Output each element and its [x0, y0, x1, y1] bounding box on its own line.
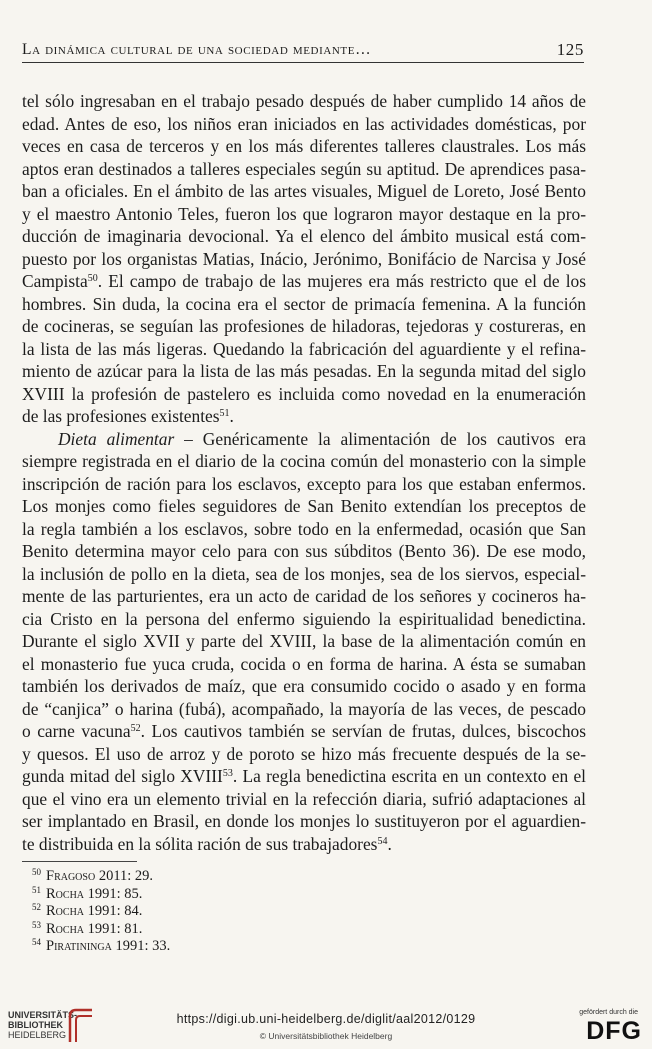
text-line: ducción de imaginaria devocional. Ya el elenco del ámbito musical está com- [22, 226, 586, 246]
text-line: XVIII la profesión de pastelero es incluida como novedad en la enumeración [22, 383, 586, 404]
footnote-ref-53[interactable]: 53 [222, 768, 233, 779]
footnote-ref: 1991: 85. [84, 885, 143, 902]
footnote: 51 Rocha 1991: 85. [32, 884, 143, 902]
text-line: que el vino era un elemento trivial en la refección diaria, sufrió adaptaciones al [22, 788, 586, 809]
text-line: la regla también a los esclavos, sobre todo en la enfermedad, ocasión que San [22, 518, 586, 539]
text-line: y quesos. El uso de arroz y de poroto se hizo más frecuente después de la se- [22, 743, 586, 764]
text-line: mente de las parturientes, era un acto de caridad de los señores y cocineros ha- [22, 586, 586, 606]
footnote-divider [22, 861, 137, 862]
text-line: Durante el siglo XVII y parte del XVIII, la base de la alimentación común en [22, 631, 586, 651]
text-run: . La regla benedictina escrita en un contexto en el [232, 766, 586, 786]
text-line: la lista de las más ligeras. Quedando la fabricación del aguardiente y el refina- [22, 338, 586, 359]
footnote-author: Piratininga [46, 938, 112, 954]
text-run: gunda mitad del siglo XVIII [22, 766, 223, 786]
text-run: . [387, 833, 392, 854]
footnote-ref-50[interactable]: 50 [87, 273, 98, 284]
text-line [22, 270, 586, 293]
text-line [22, 720, 586, 743]
dfg-logo: DFG [586, 1017, 642, 1045]
footnote-ref: 1991: 33. [111, 938, 171, 954]
section-heading-italic: Dieta alimentar [58, 428, 175, 449]
funding-caption: gefördert durch die [579, 1009, 638, 1016]
permalink-url[interactable]: https://digi.ub.uni-heidelberg.de/diglit/aal2012/0129 [176, 1012, 476, 1026]
footnote-ref-54[interactable]: 54 [377, 835, 388, 847]
footnote: 52 Rocha 1991: 84. [32, 902, 143, 919]
text-line [22, 833, 586, 856]
text-run: o carne vacuna [22, 721, 131, 741]
running-head [22, 40, 584, 63]
text-line: Los monjes como fieles seguidores de San Benito extendían los preceptos de [22, 496, 586, 516]
text-line: cia Cristo en la persona del enfermo siguiendo la espiritualidad benedictina. [22, 608, 586, 629]
text-line: miento de azúcar para la lista de las más pesadas. En la segunda mitad del siglo [22, 361, 586, 381]
text-run: de las profesiones existentes [22, 406, 220, 426]
body-text [22, 90, 586, 855]
text-line: inscripción de ración para los esclavos, excepto para los que estaban enfermos. [22, 473, 586, 494]
footnote: 53 Rocha 1991: 81. [32, 919, 143, 937]
text-line: también los derivados de maíz, que era consumido cocido o asado y en forma [22, 676, 586, 696]
text-run: te distribuida en la sólita ración de sus trabajadores [22, 833, 378, 854]
text-line: veces en casa de terceros y en los más diferentes talleres claustrales. Los más [22, 136, 586, 156]
text-line [22, 428, 586, 451]
footnote-ref: 2011: 29. [95, 868, 154, 884]
text-run: Campista [22, 271, 88, 291]
text-line: la inclusión de pollo en la dieta, sea de los monjes, sea de los siervos, especial- [22, 563, 586, 584]
text-run: . El campo de trabajo de las mujeres era más restricto que el de los [97, 271, 586, 291]
text-line: Benito determina mayor celo para con sus súbditos (Bento 36). De ese modo, [22, 541, 586, 561]
text-line: ser implantado en Brasil, en donde los monjes lo sustituyeron por el aguardien- [22, 811, 586, 831]
footnote: 50 Fragoso 2011: 29. [32, 867, 154, 884]
library-city: HEIDELBERG [8, 1030, 67, 1040]
footnotes [22, 868, 422, 956]
text-line: de cocineras, se seguían las profesiones de hiladoras, tejedoras y costureras, en [22, 316, 586, 336]
footnote-author: Rocha [46, 903, 85, 919]
page-number: 125 [556, 40, 584, 59]
library-name-line: BIBLIOTHEK [8, 1020, 63, 1030]
text-line: puesto por los organistas Matias, Inácio, Jerónimo, Bonifácio de Narcisa y José [22, 248, 586, 269]
text-line [22, 765, 586, 788]
text-line [22, 405, 586, 428]
footnote-author: Rocha [46, 920, 85, 937]
text-line: tel sólo ingresaban en el trabajo pesado después de haber cumplido 14 años de [22, 91, 586, 111]
footnote-ref: 1991: 84. [84, 903, 143, 919]
text-line: de “canjica” o harina (fubá), acompañado, la mayoría de las veces, de pescado [22, 698, 586, 719]
text-run: . Los cautivos también se servían de frutas, dulces, biscochos [140, 721, 587, 741]
footnote: 54 Piratininga 1991: 33. [32, 937, 171, 954]
footnote-ref-51[interactable]: 51 [219, 408, 230, 419]
text-run: . [229, 406, 234, 426]
text-run: – Genéricamente la alimentación de los cautivos era [174, 428, 586, 449]
text-line: ban a oficiales. En el ámbito de las artes visuales, Miguel de Loreto, José Bento [22, 181, 586, 201]
footnote-ref-52[interactable]: 52 [130, 723, 141, 734]
text-line: hombres. Sin duda, la cocina era el sector de primacía femenina. A la función [22, 293, 586, 314]
text-line: el monasterio fue yuca cruda, cocida o en forma de harina. A ésta se sumaban [22, 653, 586, 674]
text-line: y el maestro Antonio Teles, fueron los que lograron mayor destaque en la pro- [22, 203, 586, 224]
text-line: edad. Antes de eso, los niños eran iniciados en las actividades domésticas, por [22, 113, 586, 134]
footnote-ref: 1991: 81. [84, 920, 143, 937]
digitization-footer [0, 1000, 652, 1049]
footnote-author: Rocha [46, 885, 85, 902]
footnote-author: Fragoso [46, 868, 96, 884]
copyright-notice: © Universitätsbibliothek Heidelberg [259, 1031, 393, 1041]
text-line: siempre registrada en el diario de la cocina común del monasterio con la simple [22, 451, 586, 471]
library-name-line: UNIVERSITÄTS- [8, 1010, 78, 1020]
running-title: La dinámica cultural de una sociedad mediante… [22, 41, 372, 58]
text-line: aptos eran destinados a talleres especiales según su aptitud. De aprendices pasa- [22, 158, 586, 179]
